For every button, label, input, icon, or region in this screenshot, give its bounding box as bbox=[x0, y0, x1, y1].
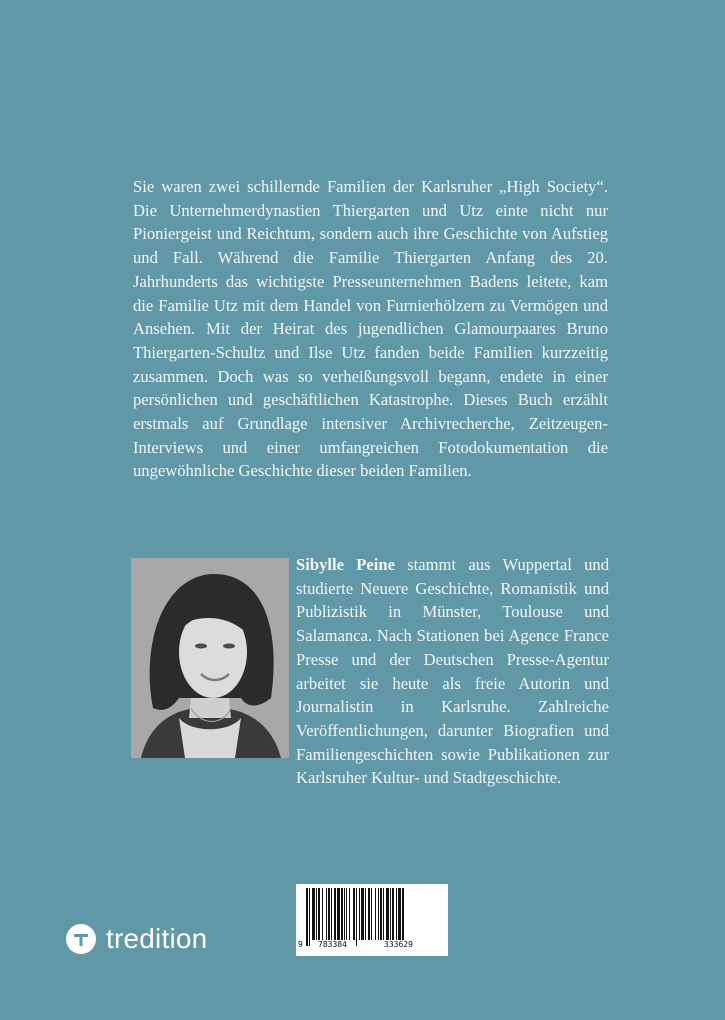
barcode-bar bbox=[346, 888, 347, 940]
barcode-bar bbox=[341, 888, 343, 940]
barcode-bar bbox=[359, 888, 360, 940]
barcode-digit-lead: 9 bbox=[298, 940, 303, 949]
barcode-bar bbox=[398, 888, 401, 946]
barcode-bar bbox=[383, 888, 384, 940]
author-name: Sibylle Peine bbox=[296, 555, 395, 574]
barcode-bar bbox=[326, 888, 327, 940]
barcode-bar bbox=[318, 888, 320, 940]
barcode-bar bbox=[402, 888, 404, 946]
barcode-bar bbox=[361, 888, 364, 940]
barcode-bar bbox=[309, 888, 310, 946]
barcode-bar bbox=[322, 888, 323, 940]
publisher-logo bbox=[66, 922, 207, 956]
barcode-bar bbox=[344, 888, 345, 940]
barcode-bar bbox=[356, 888, 357, 946]
barcode-bar bbox=[396, 888, 397, 940]
barcode-bar bbox=[328, 888, 330, 940]
isbn-barcode bbox=[296, 884, 448, 956]
barcode-bar bbox=[331, 888, 332, 940]
barcode-bar bbox=[334, 888, 336, 940]
author-portrait-image bbox=[131, 558, 289, 758]
barcode-bar bbox=[337, 888, 340, 940]
author-photo bbox=[131, 558, 289, 758]
barcode-bar bbox=[312, 888, 315, 940]
barcode-bar bbox=[349, 888, 350, 940]
blurb-text: Sie waren zwei schillernde Familien der Karlsruher „High Society“. Die Unternehmerdynastien Thiergarten und Utz einte nicht nur Pioniergeist und Reichtum, sondern auch ihre Geschichte von Aufstieg und Fall. Während die Familie Thiergarten Anfang des 20. Jahrhunderts das wichtigste Presseunternehmen Badens leitete, kam die Familie Utz mit dem Handel von Furnierhölzern zu Vermögen und Ansehen. Mit der Heirat des jugendlichen Glamourpaares Bruno Thiergarten-Schultz und Ilse Utz fanden beide Familien kurzzeitig zusammen. Doch was so verheißungsvoll begann, endete in einer persönlichen und geschäftlichen Katastrophe. Dieses Buch erzählt erstmals auf Grundlage intensiver Archivrecherche, Zeitzeugen-Interviews und einer umfangreichen Fotodokumentation die ungewöhnliche Geschichte dieser beiden Familien. bbox=[133, 177, 608, 481]
author-bio-text: stammt aus Wuppertal und studierte Neuere Geschichte, Romanistik und Publizistik in Münster, Toulouse und Salamanca. Nach Stationen bei Agence France Presse und der Deutschen Presse-Agentur arbeitet sie heute als freie Autorin und Journalistin in Karlsruhe. Zahlreiche Veröffentlichungen, darunter Biografien und Familiengeschichten sowie Publikationen zur Karlsruher Kultur- und Stadtgeschichte. bbox=[296, 555, 609, 788]
barcode-digits-right: 333629 bbox=[384, 940, 413, 949]
barcode-bar bbox=[390, 888, 391, 940]
publisher-name: tredition bbox=[106, 923, 208, 954]
barcode-bar bbox=[365, 888, 366, 940]
barcode-digits-left: 783384 bbox=[318, 940, 347, 949]
barcode-bar bbox=[371, 888, 372, 940]
barcode-bar bbox=[316, 888, 317, 940]
author-bio bbox=[296, 553, 609, 790]
back-cover-blurb bbox=[133, 175, 608, 483]
barcode-bar bbox=[392, 888, 394, 940]
barcode-bar bbox=[306, 888, 308, 946]
barcode-bar bbox=[378, 888, 379, 940]
tredition-mark-icon bbox=[66, 924, 96, 954]
barcode-bar bbox=[353, 888, 355, 940]
barcode-bar bbox=[375, 888, 376, 940]
barcode-bar bbox=[368, 888, 370, 940]
barcode-bar bbox=[380, 888, 382, 940]
barcode-bar bbox=[386, 888, 389, 940]
